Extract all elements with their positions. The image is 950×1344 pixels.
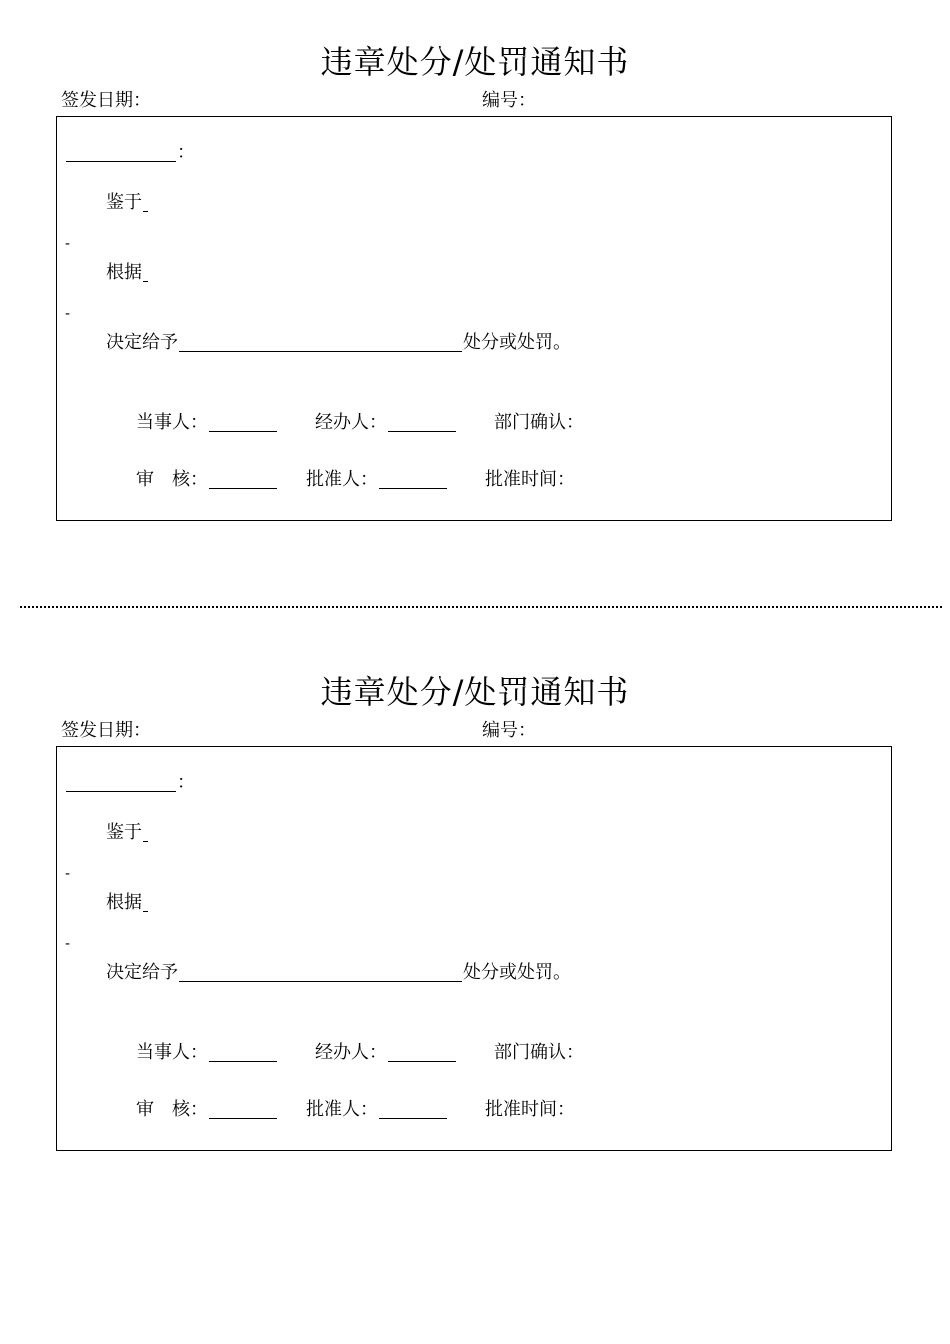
in-view-of-label: 鉴于	[106, 192, 142, 213]
approval-time-label: 批准时间：	[485, 1099, 575, 1120]
handler-blank[interactable]	[388, 413, 456, 432]
decision-blank[interactable]	[179, 963, 462, 982]
party-field	[136, 1042, 278, 1064]
issue-date-label: 签发日期：	[61, 90, 151, 111]
party-blank[interactable]	[209, 413, 277, 432]
approver-label: 批准人：	[306, 1099, 378, 1120]
approver-field	[306, 469, 448, 491]
notice-body-box	[56, 746, 892, 1151]
issue-date-label: 签发日期：	[61, 720, 151, 741]
review-label: 审 核：	[136, 1099, 208, 1120]
notice-title: 违章处分/处罚通知书	[320, 43, 630, 81]
decision-line	[106, 962, 571, 984]
approval-time-label: 批准时间：	[485, 469, 575, 490]
review-blank[interactable]	[209, 1100, 277, 1119]
notice-form-1	[0, 0, 950, 530]
continuation-dash: -	[65, 936, 71, 952]
in-view-of-line	[106, 192, 149, 214]
review-field	[136, 469, 278, 491]
handler-field	[315, 1042, 457, 1064]
decision-prefix: 决定给予	[106, 962, 178, 983]
recipient-colon: ：	[177, 142, 195, 163]
notice-body-box	[56, 116, 892, 521]
party-field	[136, 412, 278, 434]
continuation-dash: -	[65, 306, 71, 322]
decision-suffix: 处分或处罚。	[463, 962, 571, 983]
notice-title: 违章处分/处罚通知书	[320, 673, 630, 711]
handler-label: 经办人：	[315, 412, 387, 433]
according-to-label: 根据	[106, 892, 142, 913]
continuation-dash: -	[65, 236, 71, 252]
according-to-blank[interactable]	[143, 893, 148, 912]
approver-blank[interactable]	[379, 470, 447, 489]
number-label: 编号：	[482, 720, 536, 741]
according-to-line	[106, 892, 149, 914]
approver-field	[306, 1099, 448, 1121]
decision-blank[interactable]	[179, 333, 462, 352]
according-to-blank[interactable]	[143, 263, 148, 282]
according-to-label: 根据	[106, 262, 142, 283]
decision-line	[106, 332, 571, 354]
review-blank[interactable]	[209, 470, 277, 489]
approver-blank[interactable]	[379, 1100, 447, 1119]
decision-prefix: 决定给予	[106, 332, 178, 353]
recipient-line	[65, 142, 195, 164]
dept-confirm-field	[494, 412, 584, 434]
party-label: 当事人：	[136, 1042, 208, 1063]
decision-suffix: 处分或处罚。	[463, 332, 571, 353]
in-view-of-label: 鉴于	[106, 822, 142, 843]
party-label: 当事人：	[136, 412, 208, 433]
number-label: 编号：	[482, 90, 536, 111]
party-blank[interactable]	[209, 1043, 277, 1062]
in-view-of-blank[interactable]	[143, 193, 148, 212]
dept-confirm-label: 部门确认：	[494, 1042, 584, 1063]
dept-confirm-field	[494, 1042, 584, 1064]
review-label: 审 核：	[136, 469, 208, 490]
dept-confirm-label: 部门确认：	[494, 412, 584, 433]
recipient-colon: ：	[177, 772, 195, 793]
recipient-line	[65, 772, 195, 794]
in-view-of-blank[interactable]	[143, 823, 148, 842]
according-to-line	[106, 262, 149, 284]
approval-time-field	[485, 1099, 575, 1121]
approver-label: 批准人：	[306, 469, 378, 490]
review-field	[136, 1099, 278, 1121]
handler-blank[interactable]	[388, 1043, 456, 1062]
approval-time-field	[485, 469, 575, 491]
recipient-blank[interactable]	[66, 773, 176, 792]
cut-line-divider	[20, 606, 942, 608]
notice-form-2	[0, 630, 950, 1160]
continuation-dash: -	[65, 866, 71, 882]
recipient-blank[interactable]	[66, 143, 176, 162]
in-view-of-line	[106, 822, 149, 844]
handler-field	[315, 412, 457, 434]
handler-label: 经办人：	[315, 1042, 387, 1063]
